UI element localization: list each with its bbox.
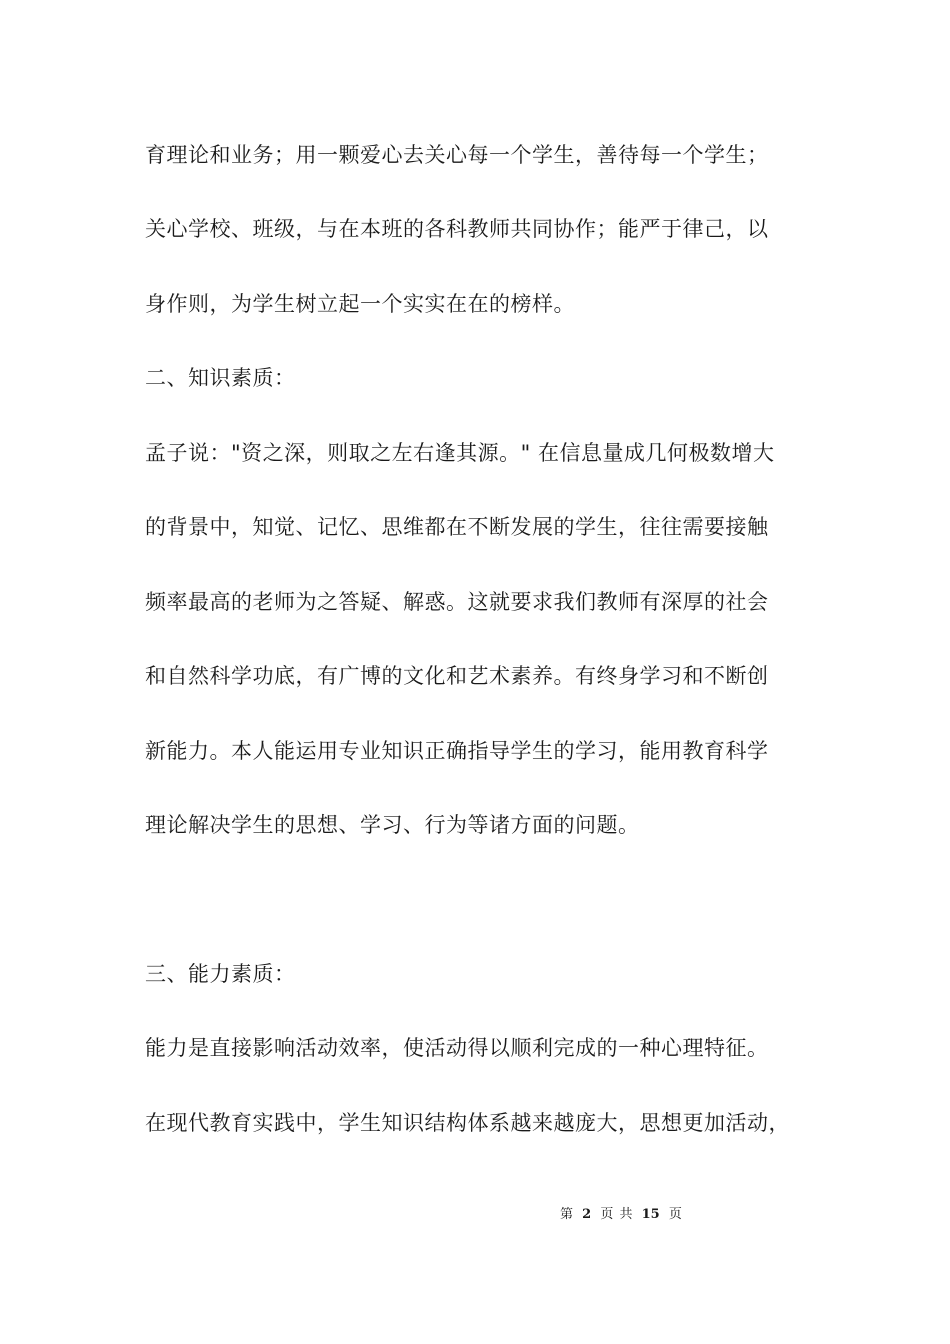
body-line: 孟子说："资之深，则取之左右逢其源。" 在信息量成几何极数增大 <box>145 441 775 465</box>
section-heading: 二、知识素质： <box>145 366 296 390</box>
current-page-number: 2 <box>582 1207 592 1222</box>
body-line: 和自然科学功底，有广博的文化和艺术素养。有终身学习和不断创 <box>145 664 769 688</box>
body-line: 新能力。本人能运用专业知识正确指导学生的学习，能用教育科学 <box>145 739 769 763</box>
body-line: 频率最高的老师为之答疑、解惑。这就要求我们教师有深厚的社会 <box>145 590 769 614</box>
footer-middle: 页 共 <box>600 1207 633 1222</box>
body-line: 理论解决学生的思想、学习、行为等诸方面的问题。 <box>145 813 640 837</box>
section-heading: 三、能力素质： <box>145 962 296 986</box>
body-line: 身作则，为学生树立起一个实实在在的榜样。 <box>145 292 575 316</box>
footer-suffix: 页 <box>668 1207 682 1222</box>
total-pages-number: 15 <box>641 1207 660 1222</box>
page-number-label <box>560 1206 682 1224</box>
body-line: 在现代教育实践中，学生知识结构体系越来越庞大，思想更加活动， <box>145 1111 790 1135</box>
footer-prefix: 第 <box>560 1207 574 1222</box>
body-line: 育理论和业务；用一颗爱心去关心每一个学生，善待每一个学生； <box>145 143 769 167</box>
body-line: 关心学校、班级，与在本班的各科教师共同协作；能严于律己，以 <box>145 217 769 241</box>
body-line: 能力是直接影响活动效率，使活动得以顺利完成的一种心理特征。 <box>145 1036 769 1060</box>
body-line: 的背景中，知觉、记忆、思维都在不断发展的学生，往往需要接触 <box>145 515 769 539</box>
